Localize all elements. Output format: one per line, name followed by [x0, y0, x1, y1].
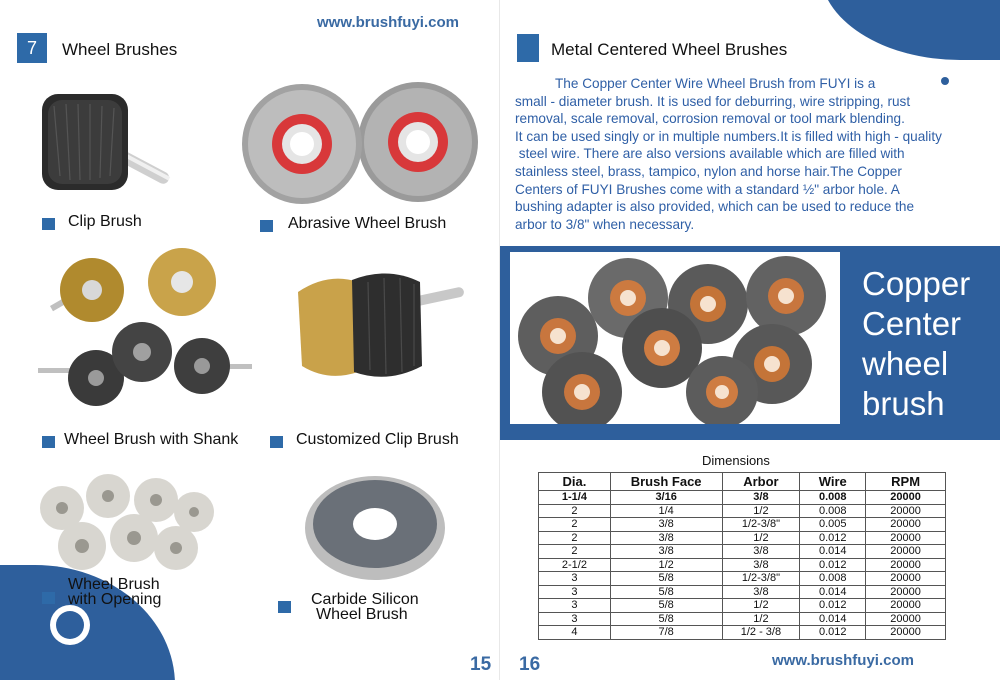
table-header-row [539, 473, 946, 491]
bottom-left-dot [56, 611, 84, 639]
section-title-metal-centered: Metal Centered Wheel Brushes [551, 40, 788, 59]
table-cell: 0.008 [800, 572, 866, 586]
table-cell: 20000 [866, 545, 946, 559]
wheel-brush-with-opening-photo [30, 466, 220, 576]
table-cell: 20000 [866, 626, 946, 640]
dimensions-title: Dimensions [702, 453, 770, 468]
table-cell: 3/8 [610, 545, 722, 559]
table-cell: 3 [539, 599, 611, 613]
caption-abrasive-wheel-brush: Abrasive Wheel Brush [288, 215, 447, 232]
table-cell: 20000 [866, 518, 946, 532]
bottom-url[interactable]: www.brushfuyi.com [772, 652, 914, 669]
table-cell: 20000 [866, 599, 946, 613]
table-cell: 20000 [866, 612, 946, 626]
wheel-brush-with-shank-photo [30, 246, 260, 416]
top-url[interactable]: www.brushfuyi.com [317, 14, 459, 31]
caption-wheel-brush-opening-line2: with Opening [68, 591, 162, 608]
table-cell: 20000 [866, 585, 946, 599]
description-line: The Copper Center Wire Wheel Brush from FUYI is a [555, 76, 876, 91]
carbide-silicon-wheel-brush-photo [300, 466, 450, 586]
table-cell: 1/4 [610, 504, 722, 518]
description-line: steel wire. There are also versions available which are filled with [515, 146, 905, 162]
table-cell: 1/2 [722, 531, 800, 545]
table-row [539, 585, 946, 599]
table-cell: 5/8 [610, 572, 722, 586]
table-header: Arbor [722, 473, 800, 491]
banner-line: brush [862, 385, 945, 422]
table-cell: 0.008 [800, 491, 866, 505]
table-cell: 20000 [866, 504, 946, 518]
section-number: 7 [26, 37, 37, 58]
clip-brush-photo [30, 86, 190, 206]
table-cell: 2 [539, 518, 611, 532]
abrasive-wheel-brush-photo [240, 80, 480, 208]
table-cell: 0.008 [800, 504, 866, 518]
banner-title [862, 264, 970, 424]
table-cell: 2 [539, 531, 611, 545]
table-cell: 1/2 - 3/8 [722, 626, 800, 640]
table-cell: 0.012 [800, 558, 866, 572]
banner-line: Copper [862, 265, 971, 302]
table-cell: 1/2 [722, 612, 800, 626]
section-marker-metal-centered [517, 34, 539, 62]
table-cell: 5/8 [610, 612, 722, 626]
top-right-dot [941, 77, 949, 85]
description-line: removal, scale removal, corrosion removal or tool mark blending. [515, 111, 905, 127]
table-cell: 20000 [866, 491, 946, 505]
table-cell: 3/8 [610, 518, 722, 532]
table-cell: 0.005 [800, 518, 866, 532]
description-line: small - diameter brush. It is used for deburring, wire stripping, rust [515, 93, 911, 109]
description [515, 75, 942, 233]
caption-marker-shank [42, 436, 55, 448]
table-cell: 1-1/4 [539, 491, 611, 505]
caption-marker-abrasive [260, 220, 273, 232]
customized-clip-brush-photo [288, 262, 468, 392]
description-line: It can be used singly or in multiple numbers.It is filled with high - quality [515, 128, 942, 144]
caption-carbide-silicon-line2: Wheel Brush [316, 606, 408, 623]
table-row [539, 572, 946, 586]
caption-marker-clip-brush [42, 218, 55, 230]
table-row [539, 504, 946, 518]
table-cell: 0.014 [800, 612, 866, 626]
page-number-right: 16 [519, 654, 541, 675]
table-cell: 2 [539, 504, 611, 518]
table-cell: 20000 [866, 531, 946, 545]
table-cell: 2 [539, 545, 611, 559]
table-cell: 3/16 [610, 491, 722, 505]
top-right-blob [820, 0, 1000, 60]
description-line: bushing adapter is also provided, which can be used to reduce the [515, 199, 915, 215]
table-cell: 20000 [866, 558, 946, 572]
table-row [539, 626, 946, 640]
table-cell: 3/8 [722, 585, 800, 599]
page-number-left: 15 [470, 654, 492, 675]
table-cell: 3 [539, 572, 611, 586]
table-cell: 3 [539, 612, 611, 626]
table-row [539, 599, 946, 613]
caption-wheel-brush-with-shank: Wheel Brush with Shank [64, 431, 239, 448]
table-cell: 7/8 [610, 626, 722, 640]
table-row [539, 531, 946, 545]
caption-carbide-silicon-line1: Carbide Silicon [311, 591, 419, 608]
section-number-badge [17, 33, 47, 63]
table-cell: 0.012 [800, 531, 866, 545]
description-line: stainless steel, brass, tampico, nylon and horse hair.The Copper [515, 163, 902, 179]
table-cell: 1/2 [722, 504, 800, 518]
table-cell: 3/8 [610, 531, 722, 545]
table-cell: 3 [539, 585, 611, 599]
caption-clip-brush: Clip Brush [68, 213, 142, 230]
table-cell: 3/8 [722, 558, 800, 572]
table-cell: 3/8 [722, 545, 800, 559]
table-cell: 0.014 [800, 545, 866, 559]
table-cell: 0.014 [800, 585, 866, 599]
table-row [539, 545, 946, 559]
copper-center-photo-frame [510, 252, 840, 424]
section-title-wheel-brushes: Wheel Brushes [62, 40, 178, 59]
caption-marker-carbide [278, 601, 291, 613]
table-row [539, 558, 946, 572]
table-cell: 1/2 [722, 599, 800, 613]
banner-line: wheel [862, 345, 949, 382]
table-header: Wire [800, 473, 866, 491]
table-row [539, 612, 946, 626]
table-cell: 0.012 [800, 599, 866, 613]
table-row [539, 491, 946, 505]
description-line: arbor to 3/8" when necessary. [515, 216, 695, 232]
table-header: RPM [866, 473, 946, 491]
table-header: Dia. [539, 473, 611, 491]
table-cell: 1/2-3/8" [722, 518, 800, 532]
description-line: Centers of FUYI Brushes come with a standard ½" arbor hole. A [515, 181, 900, 197]
table-cell: 4 [539, 626, 611, 640]
table-cell: 0.012 [800, 626, 866, 640]
dimensions-table [538, 472, 946, 640]
table-cell: 20000 [866, 572, 946, 586]
table-cell: 5/8 [610, 585, 722, 599]
table-cell: 1/2 [610, 558, 722, 572]
caption-wheel-brush-opening-line1: Wheel Brush [68, 576, 160, 593]
caption-marker-opening [42, 592, 55, 604]
table-header: Brush Face [610, 473, 722, 491]
caption-marker-customized [270, 436, 283, 448]
copper-center-wheel-brush-photo [510, 252, 840, 424]
caption-customized-clip-brush: Customized Clip Brush [296, 431, 459, 448]
table-cell: 1/2-3/8" [722, 572, 800, 586]
table-cell: 2-1/2 [539, 558, 611, 572]
table-row [539, 518, 946, 532]
banner-line: Center [862, 305, 962, 342]
table-cell: 5/8 [610, 599, 722, 613]
table-cell: 3/8 [722, 491, 800, 505]
